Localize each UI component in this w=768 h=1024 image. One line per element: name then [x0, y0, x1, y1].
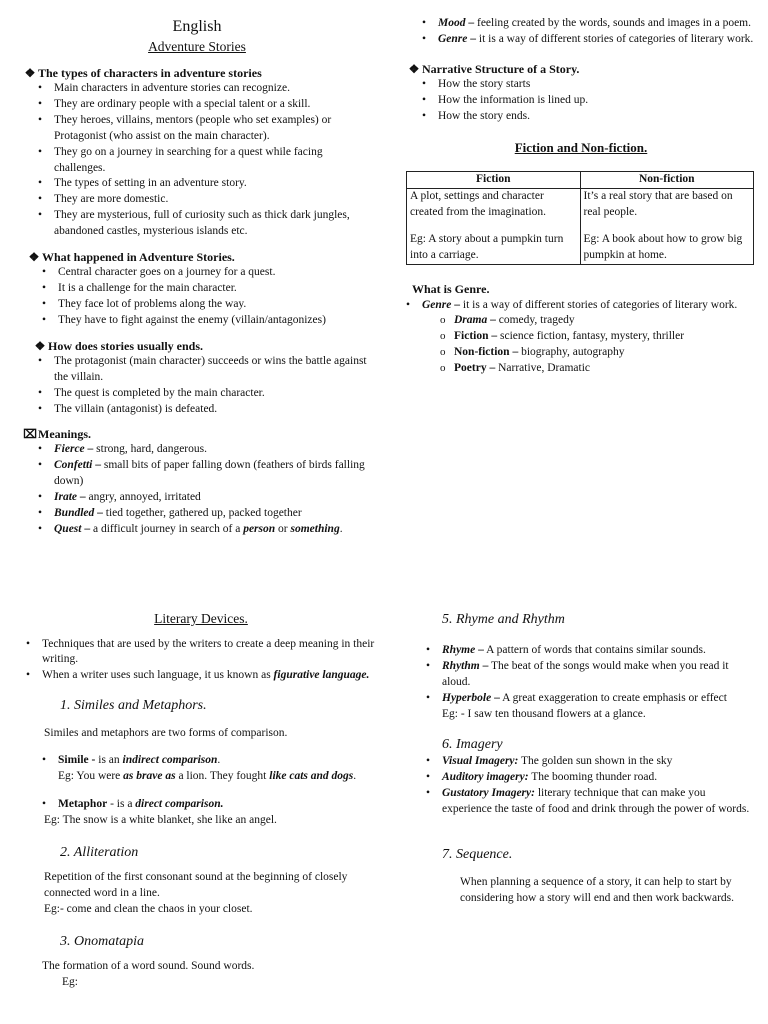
similes-text: Similes and metaphors are two forms of comparison. [44, 726, 288, 739]
diamond-bullet-icon: ❖ [24, 65, 36, 80]
rhyme-list [410, 643, 758, 722]
diamond-bullet-icon: ❖ [408, 61, 420, 76]
list-item: • They are more domestic. [22, 192, 372, 208]
meanings-section [22, 426, 372, 538]
simile-list [26, 753, 376, 785]
list-item: o Fiction – science fiction, fantasy, mystery, thriller [390, 329, 756, 345]
list-item: • How the story ends. [406, 109, 756, 125]
ends-section [22, 338, 372, 418]
list-item: o Drama – comedy, tragedy [390, 313, 756, 329]
onomatopoeia-text: The formation of a word sound. Sound words. [42, 960, 255, 973]
list-item: • Rhythm – The beat of the songs would make when you read it aloud. [410, 659, 758, 691]
table-row [407, 188, 754, 264]
metaphor-example: Eg: The snow is a white blanket, she like an angel. [44, 813, 277, 826]
page-subtitle: Adventure Stories [148, 39, 246, 55]
meanings-list [22, 442, 372, 537]
list-item: • Techniques that are used by the writers to create a deep meaning in their writing. [10, 637, 376, 669]
alliteration-example: Eg:- come and clean the chaos in your closet. [44, 902, 253, 915]
list-item: • When a writer uses such language, it us known as figurative language. [10, 668, 376, 684]
mood-genre-list [406, 16, 756, 48]
list-item: • The quest is completed by the main character. [22, 386, 372, 402]
diamond-bullet-icon: ❖ [34, 338, 46, 353]
meanings-heading: Meanings. [38, 426, 92, 441]
list-item: o Non-fiction – biography, autography [390, 345, 756, 361]
literary-intro-list [10, 637, 376, 685]
list-item: • Confetti – small bits of paper falling down (feathers of birds falling down) [22, 458, 372, 490]
literary-heading: Literary Devices. [154, 611, 248, 626]
table-header: Fiction [407, 171, 581, 188]
imagery-title: 6. Imagery [442, 736, 503, 752]
table-header-row [407, 171, 754, 188]
list-item: • Irate – angry, annoyed, irritated [22, 490, 372, 506]
alliteration-text: Repetition of the first consonant sound at the beginning of closely connected word in a line. [44, 871, 348, 899]
narrative-list [406, 77, 756, 125]
list-item: • Quest – a difficult journey in search of a person or something. [22, 522, 372, 538]
list-item: • Visual Imagery: The golden sun shown in the sky [410, 754, 758, 770]
fiction-table [406, 171, 754, 265]
list-item: • Gustatory Imagery: literary technique that can make you experience the taste of food and drink through the power of words. [410, 786, 758, 818]
list-item: • It is a challenge for the main character. [26, 281, 372, 297]
rhyme-title: 5. Rhyme and Rhythm [442, 612, 565, 627]
diamond-bullet-icon: ❖ [28, 249, 40, 264]
list-item: • The villain (antagonist) is defeated. [22, 402, 372, 418]
ends-list [22, 354, 372, 417]
list-item: • They go on a journey in searching for a quest while facing challenges. [22, 145, 372, 177]
metaphor-list [26, 797, 376, 813]
alliteration-title: 2. Alliteration [60, 844, 139, 860]
narrative-section [406, 61, 756, 125]
table-cell: A plot, settings and character created from the imagination. Eg: A story about a pumpkin turn into a carriage. [407, 188, 581, 264]
narrative-heading: Narrative Structure of a Story. [422, 61, 580, 76]
list-item: • They are ordinary people with a special talent or a skill. [22, 97, 372, 113]
happened-section [22, 249, 372, 329]
table-cell: It’s a real story that are based on real people. Eg: A book about how to grow big pumpkin at home. [580, 188, 754, 264]
list-item: • Bundled – tied together, gathered up, packed together [22, 506, 372, 522]
sequence-text: When planning a sequence of a story, it can help to start by considering how a story will end and then work backwards. [460, 875, 735, 904]
ends-heading: How does stories usually ends. [48, 338, 204, 353]
types-section [22, 65, 372, 240]
checkbox-cross-icon: ⌧ [23, 426, 37, 441]
left-top-column [22, 16, 372, 538]
onomatopoeia-title: 3. Onomatapia [60, 933, 144, 949]
list-item: • How the information is lined up. [406, 93, 756, 109]
list-item: • They heroes, villains, mentors (people who set examples) or Protagonist (who assist on the main character). [22, 113, 372, 145]
page-title: English [172, 18, 222, 35]
list-item: • Hyperbole – A great exaggeration to create emphasis or effect Eg: - I saw ten thousand flowers at a glance. [410, 691, 758, 723]
list-item: • Rhyme – A pattern of words that contains similar sounds. [410, 643, 758, 659]
list-item: • Simile - is an indirect comparison. Eg: You were as brave as a lion. They fought like cats and dogs. [26, 753, 376, 785]
genre-heading: What is Genre. [412, 282, 490, 297]
list-item: • Genre – it is a way of different stories of categories of literary work. [390, 298, 756, 314]
types-heading: The types of characters in adventure stories [38, 65, 262, 80]
sequence-title: 7. Sequence. [442, 847, 513, 863]
genre-list [390, 298, 756, 377]
table-header: Non-fiction [580, 171, 754, 188]
list-item: • How the story starts [406, 77, 756, 93]
fiction-heading: Fiction and Non-fiction. [514, 139, 648, 155]
list-item: • The types of setting in an adventure story. [22, 176, 372, 192]
list-item: o Poetry – Narrative, Dramatic [390, 361, 756, 377]
list-item: • Mood – feeling created by the words, sounds and images in a poem. [406, 16, 756, 32]
happened-list [22, 265, 372, 328]
onomatopoeia-example: Eg: [62, 975, 78, 988]
list-item: • Fierce – strong, hard, dangerous. [22, 442, 372, 458]
list-item: • Central character goes on a journey for a quest. [26, 265, 372, 281]
list-item: • Metaphor - is a direct comparison. [26, 797, 376, 813]
list-item: • They are mysterious, full of curiosity such as thick dark jungles, abandoned castles, mysterious islands etc. [22, 208, 372, 240]
list-item: • Main characters in adventure stories can recognize. [22, 81, 372, 97]
left-bottom-column [26, 610, 376, 991]
types-list [22, 81, 372, 240]
list-item: • Genre – it is a way of different stories of categories of literary work. [406, 32, 756, 48]
right-bottom-column [410, 610, 758, 906]
right-top-column [406, 16, 756, 377]
list-item: • They face lot of problems along the way. [26, 297, 372, 313]
similes-title: 1. Similes and Metaphors. [60, 698, 207, 714]
happened-heading: What happened in Adventure Stories. [42, 249, 235, 264]
list-item: • Auditory imagery: The booming thunder road. [410, 770, 758, 786]
list-item: • They have to fight against the enemy (villain/antagonizes) [26, 313, 372, 329]
imagery-list [410, 754, 758, 817]
list-item: • The protagonist (main character) succeeds or wins the battle against the villain. [22, 354, 372, 386]
